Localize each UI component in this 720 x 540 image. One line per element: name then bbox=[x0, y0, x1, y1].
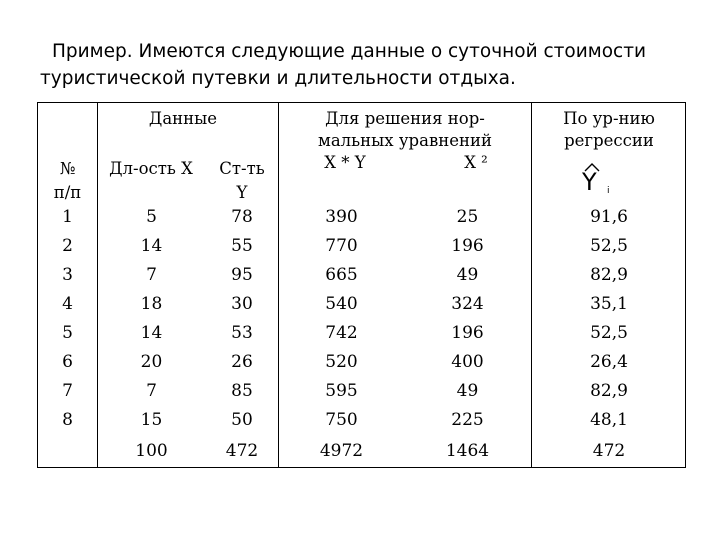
table-cell-x-squared: 25 bbox=[456, 207, 479, 227]
table-cell-y-predicted: 82,9 bbox=[590, 265, 628, 285]
data-table bbox=[37, 102, 686, 468]
table-cell-y-predicted: 52,5 bbox=[590, 236, 628, 256]
table-cell-cost-y: 53 bbox=[231, 323, 253, 343]
table-cell-total-y: 472 bbox=[225, 441, 259, 461]
table-cell-total-yhat: 472 bbox=[592, 441, 626, 461]
table-cell-x-times-y: 595 bbox=[325, 381, 358, 401]
table-cell-duration-x: 5 bbox=[146, 207, 157, 227]
table-cell-x-squared: 49 bbox=[456, 265, 479, 285]
table-cell-duration-x: 14 bbox=[140, 323, 163, 343]
table-cell-duration-x: 14 bbox=[140, 236, 163, 256]
table-cell-duration-x: 7 bbox=[146, 265, 157, 285]
header-data-group: Данные bbox=[148, 109, 218, 128]
header-num-line-2: п/п bbox=[53, 183, 82, 202]
table-cell-y-predicted: 26,4 bbox=[590, 352, 628, 372]
table-cell-row-number: 8 bbox=[62, 410, 73, 430]
table-cell-x-times-y: 540 bbox=[325, 294, 358, 314]
table-cell-duration-x: 18 bbox=[140, 294, 163, 314]
header-xy: X * Y bbox=[324, 153, 366, 172]
table-cell-y-predicted: 48,1 bbox=[590, 410, 628, 430]
table-cell-x-times-y: 665 bbox=[325, 265, 358, 285]
table-cell-duration-x: 20 bbox=[140, 352, 163, 372]
table-cell-x-squared: 400 bbox=[451, 352, 484, 372]
table-cell-x-squared: 225 bbox=[451, 410, 484, 430]
table-cell-duration-x: 15 bbox=[140, 410, 163, 430]
table-cell-y-predicted: 91,6 bbox=[590, 207, 628, 227]
header-y-line-2: Y bbox=[236, 183, 248, 202]
header-x2: X ² bbox=[464, 153, 488, 172]
table-cell-row-number: 6 bbox=[62, 352, 73, 372]
table-cell-cost-y: 50 bbox=[231, 410, 253, 430]
table-cell-y-predicted: 35,1 bbox=[590, 294, 628, 314]
table-cell-cost-y: 26 bbox=[231, 352, 253, 372]
table-cell-row-number: 5 bbox=[62, 323, 73, 343]
table-cell-x-squared: 196 bbox=[451, 323, 484, 343]
table-cell-x-squared: 324 bbox=[451, 294, 484, 314]
table-cell-cost-y: 85 bbox=[231, 381, 253, 401]
table-cell-total-xy: 4972 bbox=[319, 441, 364, 461]
y-hat-subscript: i bbox=[607, 186, 610, 196]
table-cell-duration-x: 7 bbox=[146, 381, 157, 401]
header-solve-line-1: Для решения нор- bbox=[325, 109, 485, 128]
table-cell-cost-y: 55 bbox=[231, 236, 253, 256]
intro-text bbox=[40, 38, 700, 92]
header-y-line-1: Ст-ть bbox=[219, 159, 265, 178]
table-cell-x-times-y: 742 bbox=[325, 323, 358, 343]
table-cell-row-number: 1 bbox=[62, 207, 73, 227]
table-cell-cost-y: 30 bbox=[231, 294, 253, 314]
intro-line-1: Пример. Имеются следующие данные о суточной стоимости bbox=[52, 41, 647, 62]
header-regr-line-2: регрессии bbox=[564, 131, 654, 150]
table-cell-row-number: 7 bbox=[62, 381, 73, 401]
table-cell-x-times-y: 750 bbox=[325, 410, 358, 430]
table-cell-cost-y: 78 bbox=[231, 207, 253, 227]
intro-line-2: туристической путевки и длительности отдыха. bbox=[40, 68, 516, 89]
header-solve-line-2: мальных уравнений bbox=[318, 131, 492, 150]
table-cell-x-times-y: 770 bbox=[325, 236, 358, 256]
table-cell-row-number: 2 bbox=[62, 236, 73, 256]
table-cell-total-x2: 1464 bbox=[445, 441, 490, 461]
header-regr-line-1: По ур-нию bbox=[563, 109, 655, 128]
header-x: Дл-ость Х bbox=[109, 159, 193, 178]
table-cell-x-times-y: 390 bbox=[325, 207, 358, 227]
table-cell-cost-y: 95 bbox=[231, 265, 253, 285]
table-cell-x-squared: 196 bbox=[451, 236, 484, 256]
table-cell-x-squared: 49 bbox=[456, 381, 479, 401]
header-num-line-1: № bbox=[59, 159, 76, 178]
table-cell-total-x: 100 bbox=[135, 441, 168, 461]
divider-num-upper bbox=[97, 103, 98, 205]
table-cell-y-predicted: 82,9 bbox=[590, 381, 628, 401]
table-cell-x-times-y: 520 bbox=[325, 352, 358, 372]
table-cell-row-number: 3 bbox=[62, 265, 73, 285]
y-hat-symbol bbox=[572, 159, 612, 199]
table-cell-y-predicted: 52,5 bbox=[590, 323, 628, 343]
y-hat-letter: Y bbox=[582, 168, 597, 196]
table-cell-row-number: 4 bbox=[62, 294, 73, 314]
